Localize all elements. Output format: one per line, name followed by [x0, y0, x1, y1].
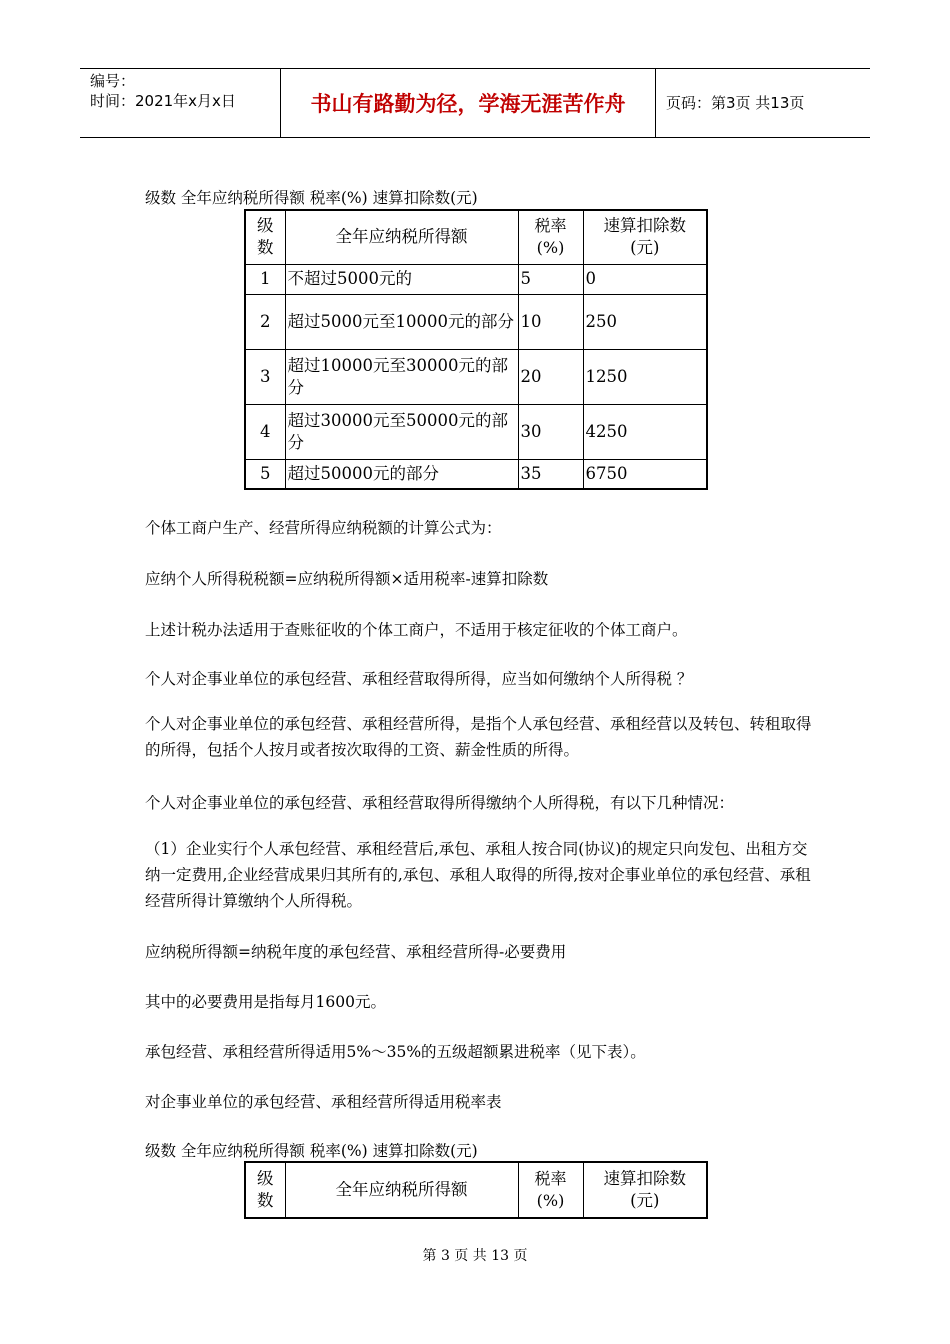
header-meta [90, 71, 280, 111]
cell-deduction: 6750 [583, 459, 707, 489]
table1-caption: 级数 全年应纳税所得额 税率(%) 速算扣除数(元) [145, 189, 478, 207]
table2-caption: 级数 全年应纳税所得额 税率(%) 速算扣除数(元) [145, 1142, 478, 1160]
header-motto: 书山有路勤为径，学海无涯苦作舟 [310, 92, 626, 116]
paragraph-formula: 应纳个人所得税税额=应纳税所得额×适用税率-速算扣除数 [145, 570, 549, 588]
table-row [245, 294, 707, 349]
header-cell-level: 级 数 [245, 1162, 285, 1218]
cell-amount: 超过5000元至10000元的部分 [285, 294, 518, 349]
cell-deduction: 250 [583, 294, 707, 349]
cell-amount: 不超过5000元的 [285, 264, 518, 294]
table-header-row [245, 1162, 707, 1218]
cell-amount: 超过30000元至50000元的部分 [285, 404, 518, 459]
paragraph-expense: 其中的必要费用是指每月1600元。 [145, 993, 386, 1011]
paragraph-question: 个人对企事业单位的承包经营、承租经营取得所得，应当如何缴纳个人所得税 ？ [145, 670, 693, 688]
table-row [245, 349, 707, 404]
header-cell-rate: 税率 (%) [518, 1162, 583, 1218]
cell-rate: 35 [518, 459, 583, 489]
contract-rate-table [244, 1161, 708, 1219]
header-cell-deduction: 速算扣除数 (元) [583, 1162, 707, 1218]
page-header [80, 68, 870, 138]
cell-level: 5 [245, 459, 285, 489]
header-time-label: 时间：2021年x月x日 [90, 92, 236, 110]
header-divider [280, 69, 281, 137]
paragraph-formula-intro: 个体工商户生产、经营所得应纳税额的计算公式为： [145, 519, 502, 537]
page-footer: 第 3 页 共 13 页 [422, 1248, 528, 1264]
cell-level: 2 [245, 294, 285, 349]
cell-level: 4 [245, 404, 285, 459]
paragraph-table-title: 对企事业单位的承包经营、承租经营所得适用税率表 [145, 1093, 502, 1111]
paragraph-rate-range: 承包经营、承租经营所得适用5%～35%的五级超额累进税率（见下表）。 [145, 1043, 646, 1061]
header-cell-rate: 税率 (%) [518, 210, 583, 264]
header-cell-deduction: 速算扣除数 (元) [583, 210, 707, 264]
cell-level: 1 [245, 264, 285, 294]
table-row [245, 459, 707, 489]
paragraph-cases-intro: 个人对企事业单位的承包经营、承租经营取得所得缴纳个人所得税，有以下几种情况： [145, 794, 735, 812]
table-row [245, 404, 707, 459]
cell-level: 3 [245, 349, 285, 404]
cell-rate: 20 [518, 349, 583, 404]
header-page-info: 页码：第3页 共13页 [666, 94, 805, 112]
cell-deduction: 4250 [583, 404, 707, 459]
paragraph-scope: 上述计税办法适用于查账征收的个体工商户，不适用于核定征收的个体工商户。 [145, 621, 688, 639]
cell-rate: 10 [518, 294, 583, 349]
header-cell-amount: 全年应纳税所得额 [285, 210, 518, 264]
cell-rate: 30 [518, 404, 583, 459]
tax-rate-table [244, 209, 708, 490]
cell-deduction: 0 [583, 264, 707, 294]
table-header-row [245, 210, 707, 264]
header-divider [655, 69, 656, 137]
paragraph-case-1: （1）企业实行个人承包经营、承租经营后,承包、承租人按合同(协议)的规定只向发包、出租方交纳一定费用,企业经营成果归其所有的,承包、承租人取得的所得,按对企事业单位的承包经营、承租经营所得计算缴纳个人所得税。 [145, 840, 811, 910]
header-cell-amount: 全年应纳税所得额 [285, 1162, 518, 1218]
cell-amount: 超过10000元至30000元的部分 [285, 349, 518, 404]
cell-deduction: 1250 [583, 349, 707, 404]
table-row [245, 264, 707, 294]
cell-rate: 5 [518, 264, 583, 294]
paragraph-taxable-formula: 应纳税所得额=纳税年度的承包经营、承租经营所得-必要费用 [145, 943, 567, 961]
cell-amount: 超过50000元的部分 [285, 459, 518, 489]
paragraph-definition: 个人对企事业单位的承包经营、承租经营所得，是指个人承包经营、承租经营以及转包、转租取得的所得，包括个人按月或者按次取得的工资、薪金性质的所得。 [145, 715, 812, 759]
header-number-label: 编号： [90, 72, 136, 90]
header-cell-level: 级 数 [245, 210, 285, 264]
